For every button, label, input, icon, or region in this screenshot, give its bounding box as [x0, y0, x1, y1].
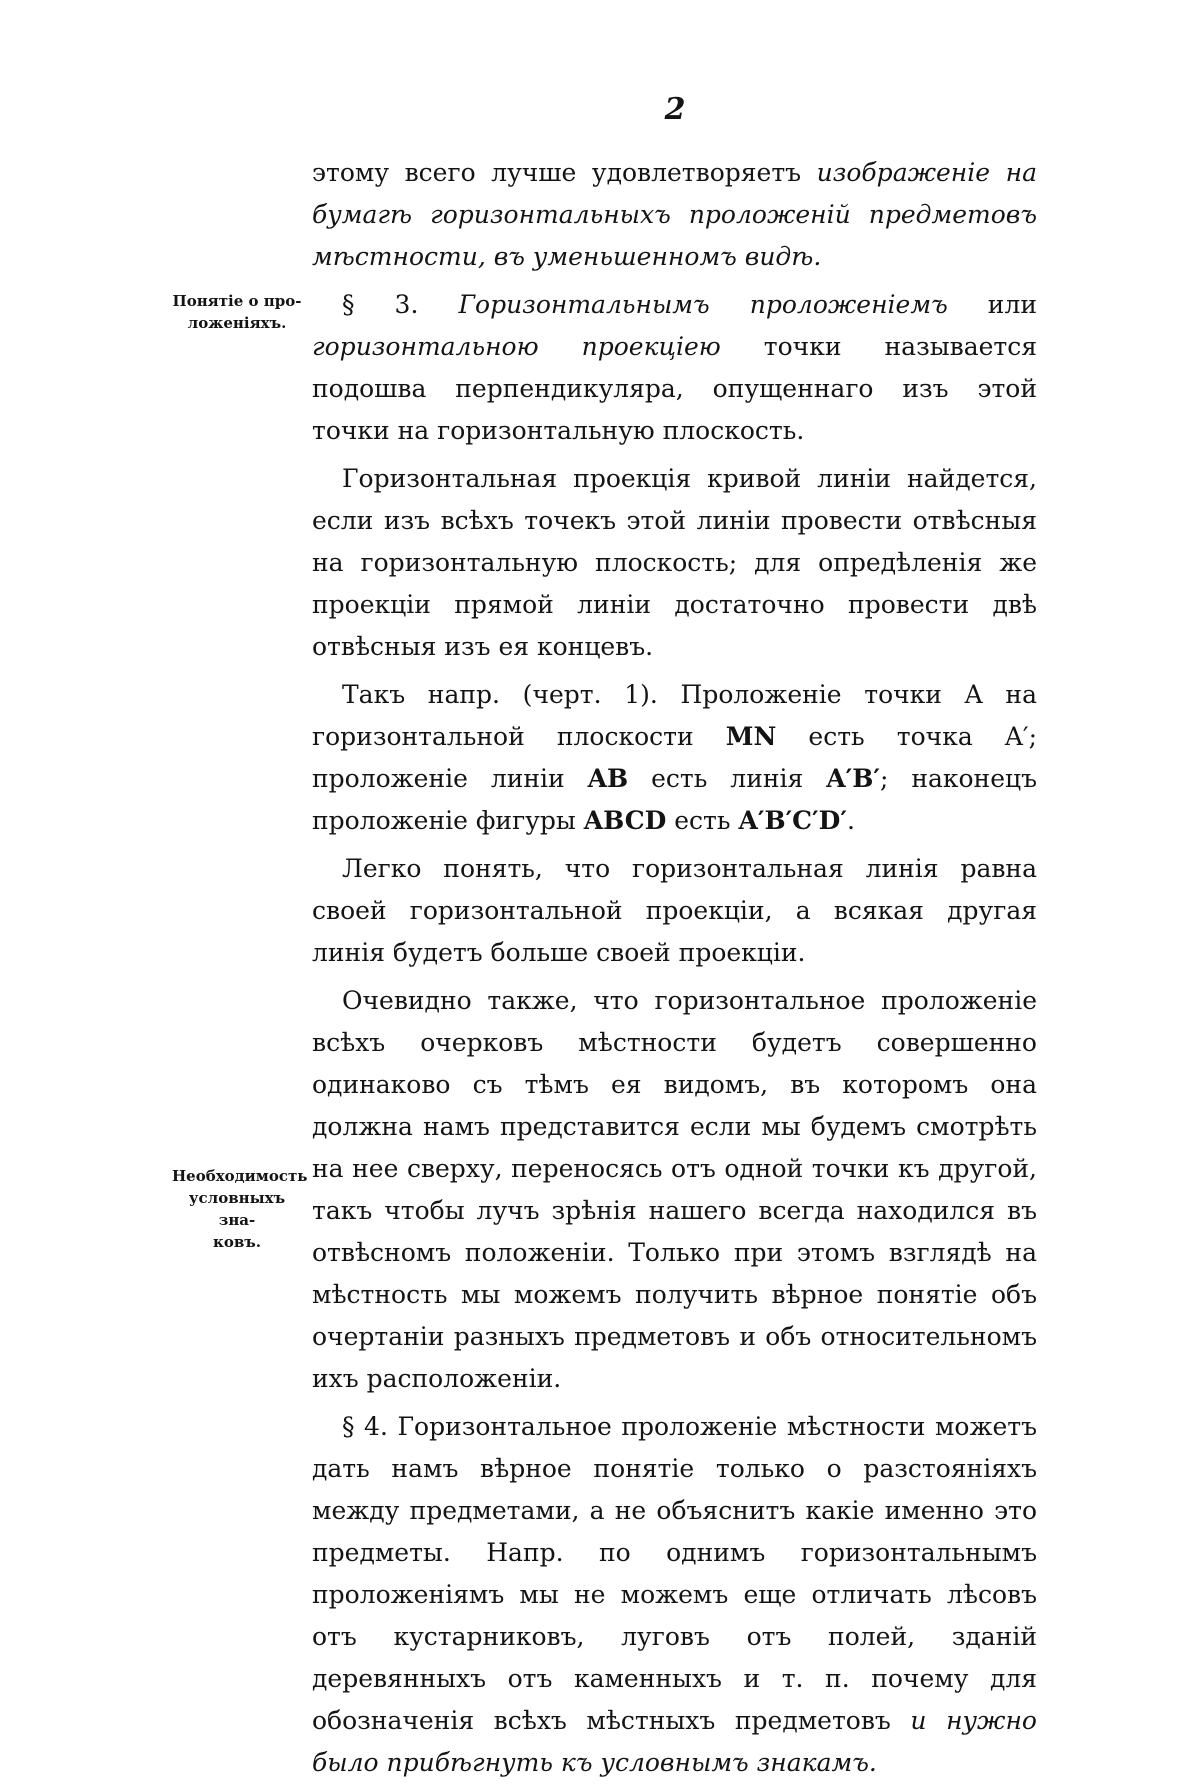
text-run: § 4. Горизонтальное проложеніе мѣстности можетъ дать намъ вѣрное понятіе только о разстояніяхъ между предметами, а не объяснитъ какіе именно это предметы. Напр. по однимъ горизонтальнымъ проложеніямъ мы не можемъ еще отличать лѣсовъ отъ кустарниковъ, луговъ отъ полей, зданій деревянныхъ отъ каменныхъ и т. п. почему для обозначенія всѣхъ мѣстныхъ предметовъ — [312, 1412, 1037, 1735]
text-run: или — [947, 290, 1037, 319]
italic-run: изображеніе на бумагѣ горизонтальныхъ проложеній предметовъ мѣстности, въ уменьшенномъ видѣ. — [312, 158, 1038, 271]
paragraph-section-4 — [312, 1406, 1037, 1784]
margin-note-line: ковъ. — [213, 1233, 261, 1251]
margin-note-line: условныхъ зна- — [188, 1189, 286, 1229]
italic-run: Горизонтальнымъ проложеніемъ — [458, 290, 948, 319]
paragraph: Горизонтальная проекція кривой линіи найдется, если изъ всѣхъ точекъ этой линіи провести отвѣсныя на горизонтальную плоскость; для опредѣленія же проекціи прямой линіи достаточно провести двѣ отвѣсныя изъ ея концевъ. — [312, 464, 1037, 661]
text-run: есть точка A′; проложеніе линіи — [312, 722, 1037, 793]
paragraph-example — [312, 674, 1037, 842]
italic-run: горизонтальною проекціею — [312, 332, 721, 361]
paragraph-continuation — [312, 152, 1037, 278]
bold-run: A′B′ — [826, 764, 880, 793]
page-number: 2 — [664, 92, 686, 127]
paragraph: Легко понять, что горизонтальная линія равна своей горизонтальной проекціи, а всякая другая линія будетъ больше своей проекціи. — [312, 854, 1037, 967]
margin-note-concept-of-projections — [172, 290, 302, 334]
bold-run: AB — [587, 764, 629, 793]
text-run: точки называется подошва перпендикуляра, опущеннаго изъ этой точки на горизонтальную плоскость. — [312, 332, 1037, 445]
section-mark: § 3. — [342, 290, 459, 319]
margin-note-need-for-symbols — [172, 1165, 308, 1253]
paragraph-section-3 — [312, 284, 1037, 452]
margin-note-line: ложеніяхъ. — [187, 314, 287, 332]
body-text — [312, 152, 1037, 1790]
margin-note-line: Понятіе о про- — [172, 292, 302, 310]
bold-run: A′B′C′D′ — [738, 806, 847, 835]
text-run: ; наконецъ проложеніе фигуры — [312, 764, 1038, 835]
paragraph: Очевидно также, что горизонтальное проложеніе всѣхъ очерковъ мѣстности будетъ совершенно одинаково съ тѣмъ ея видомъ, въ которомъ она должна намъ представится если мы будемъ смотрѣть на нее сверху, переносясь отъ одной точки къ другой, такъ чтобы лучъ зрѣнія нашего всегда находился въ отвѣсномъ положеніи. Только при этомъ взглядѣ на мѣстность мы можемъ получить вѣрное понятіе объ очертаніи разныхъ предметовъ и объ относительномъ ихъ расположеніи. — [312, 986, 1037, 1393]
bold-run: MN — [725, 722, 777, 751]
text-run: этому всего лучше удовлетворяетъ — [312, 158, 817, 187]
margin-note-line: Необходимость — [172, 1167, 308, 1185]
bold-run: ABCD — [583, 806, 667, 835]
text-run: есть линія — [628, 764, 827, 793]
text-run: . — [846, 806, 855, 835]
text-run: Такъ напр. (черт. 1). Проложеніе точки A на горизонтальной плоскости — [312, 680, 1037, 751]
text-run: есть — [666, 806, 739, 835]
italic-run: и нужно было прибѣгнуть къ условнымъ знакамъ. — [312, 1706, 1037, 1777]
